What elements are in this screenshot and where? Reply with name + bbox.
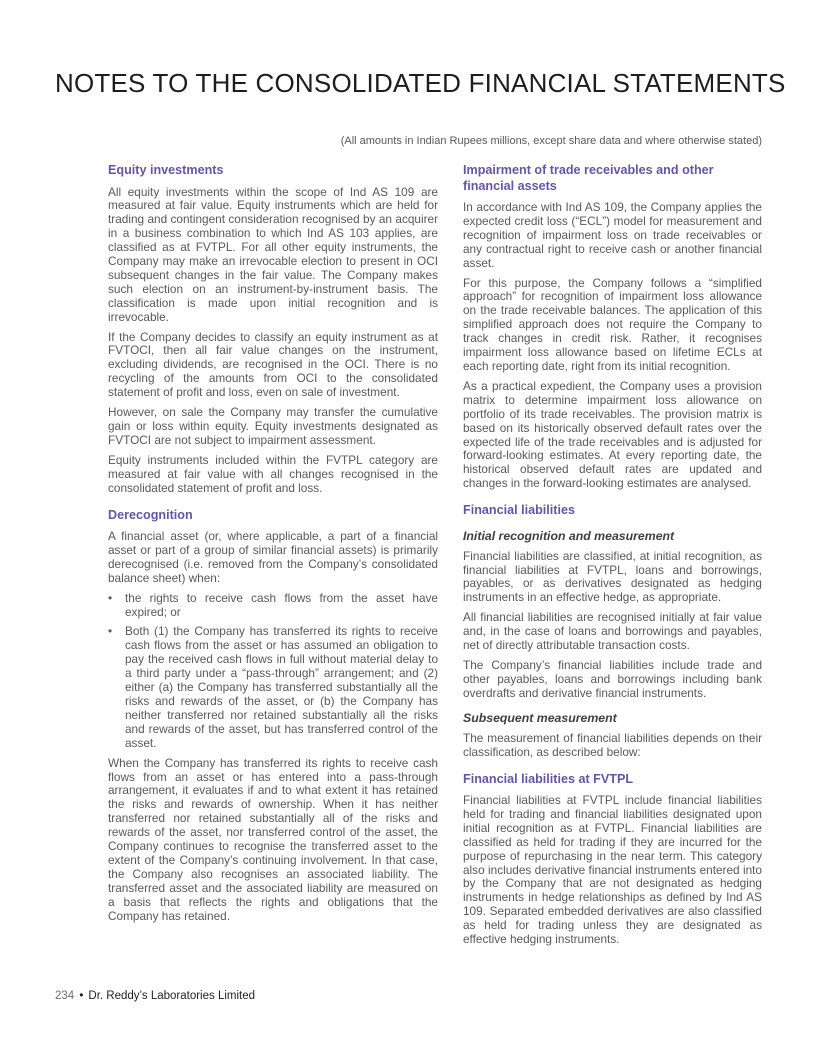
two-column-body (108, 161, 762, 953)
bullet-icon: • (108, 624, 113, 639)
paragraph: Equity instruments included within the FVTPL category are measured at fair value with all changes recognised in the consolidated statement of profit and loss. (108, 452, 438, 495)
list-item-text: the rights to receive cash flows from the asset have expired; or (125, 590, 438, 619)
page-footer (55, 988, 255, 1002)
company-name: Dr. Reddy’s Laboratories Limited (88, 990, 256, 1002)
paragraph: If the Company decides to classify an equity instrument as at FVTOCI, then all fair value changes on the instrument, excluding dividends, are recognised in the OCI. There is no recycling of the amounts from OCI to the consolidated statement of profit and loss, even on sale of investment. (108, 329, 438, 400)
paragraph: For this purpose, the Company follows a “simplified approach” for recognition of impairment loss allowance on the trade receivable balances. The application of this simplified approach does not require the Company to track changes in credit risk. Rather, it recognises impairment loss allowance based on lifetime ECLs at each reporting date, right from its initial recognition. (463, 275, 762, 373)
paragraph: A financial asset (or, where applicable, a part of a financial asset or part of a group of similar financial assets) is primarily derecognised (i.e. removed from the Company’s consolidated balance sheet) when: (108, 529, 438, 585)
subsection-heading-subsequent-measurement: Subsequent measurement (463, 710, 617, 725)
paragraph: However, on sale the Company may transfer the cumulative gain or loss within equity. Equity investments designated as FVTOCI are not subject to impairment assessment. (108, 405, 438, 447)
page-title: NOTES TO THE CONSOLIDATED FINANCIAL STATEMENTS (55, 68, 786, 98)
list-item (108, 625, 438, 750)
section-heading-impairment: Impairment of trade receivables and other financial assets (463, 163, 714, 193)
page-number: 234 (55, 990, 75, 1002)
footer-bullet-icon: • (79, 988, 84, 1002)
paragraph: When the Company has transferred its rights to receive cash flows from an asset or has entered into a pass-through arrangement, it evaluates if and to what extent it has retained the risks and rewards of ownership. When it has neither transferred nor retained substantially all of the risks and rewards of the asset, nor transferred control of the asset, the Company continues to recognise the transferred asset to the extent of the Company’s continuing involvement. In that case, the Company also recognises an associated liability. The transferred asset and the associated liability are measured on a basis that reflects the rights and obligations that the Company has retained. (108, 755, 438, 923)
right-column (463, 161, 762, 953)
section-heading-derecognition: Derecognition (108, 507, 193, 522)
paragraph: The Company’s financial liabilities include trade and other payables, loans and borrowings including bank overdrafts and derivative financial instruments. (463, 657, 762, 700)
paragraph: All financial liabilities are recognised initially at fair value and, in the case of loans and borrowings and payables, net of directly attributable transaction costs. (463, 610, 762, 653)
section-heading-financial-liabilities: Financial liabilities (463, 503, 575, 518)
amounts-disclaimer: (All amounts in Indian Rupees millions, except share data and where otherwise stated) (340, 135, 762, 147)
paragraph: Financial liabilities are classified, at initial recognition, as financial liabilities at FVTPL, loans and borrowings, payables, or as derivatives designated as hedging instruments in an effective hedge, as appropriate. (463, 548, 762, 605)
paragraph: As a practical expedient, the Company uses a provision matrix to determine impairment loss allowance on portfolio of its trade receivables. The provision matrix is based on its historically observed default rates over the expected life of the trade receivables and is adjusted for forward-looking estimates. At every reporting date, the historical observed default rates are updated and changes in the forward-looking estimates are analysed. (463, 378, 762, 491)
left-column (108, 161, 438, 953)
list-item (108, 592, 438, 620)
bullet-icon: • (108, 590, 113, 605)
subsection-heading-initial-recognition: Initial recognition and measurement (463, 528, 675, 543)
section-heading-equity-investments: Equity investments (108, 163, 224, 177)
list-item-text: Both (1) the Company has transferred its rights to receive cash flows from the asset or has assumed an obligation to pay the received cash flows in full without material delay to a third party under a “pass-through” arrangement; and (2) either (a) the Company has transferred substantially all the risks and rewards of the asset, or (b) the Company has neither transferred nor retained substantially all the risks and rewards of the asset, but has transferred control of the asset. (125, 624, 438, 750)
paragraph: The measurement of financial liabilities depends on their classification, as described below: (463, 730, 762, 759)
paragraph: All equity investments within the scope of Ind AS 109 are measured at fair value. Equity instruments which are held for trading and contingent consideration recognised by an acquirer in a business combination to which Ind AS 103 applies, are classified as at FVTPL. For all other equity instruments, the Company may make an irrevocable election to present in OCI subsequent changes in the fair value. The Company makes such election on an instrument-by-instrument basis. The classification is made upon initial recognition and is irrevocable. (108, 184, 438, 324)
paragraph: In accordance with Ind AS 109, the Company applies the expected credit loss (“ECL”) model for measurement and recognition of impairment loss on trade receivables or any contractual right to receive cash or another financial asset. (463, 200, 762, 270)
paragraph: Financial liabilities at FVTPL include financial liabilities held for trading and financial liabilities designated upon initial recognition as at FVTPL. Financial liabilities are classified as held for trading if they are incurred for the purpose of repurchasing in the near term. This category also includes derivative financial instruments entered into by the Company that are not designated as hedging instruments in hedge relationships as defined by Ind AS 109. Separated embedded derivatives are also classified as held for trading unless they are designated as effective hedging instruments. (463, 793, 762, 947)
section-heading-fvtpl-liabilities: Financial liabilities at FVTPL (463, 771, 634, 786)
